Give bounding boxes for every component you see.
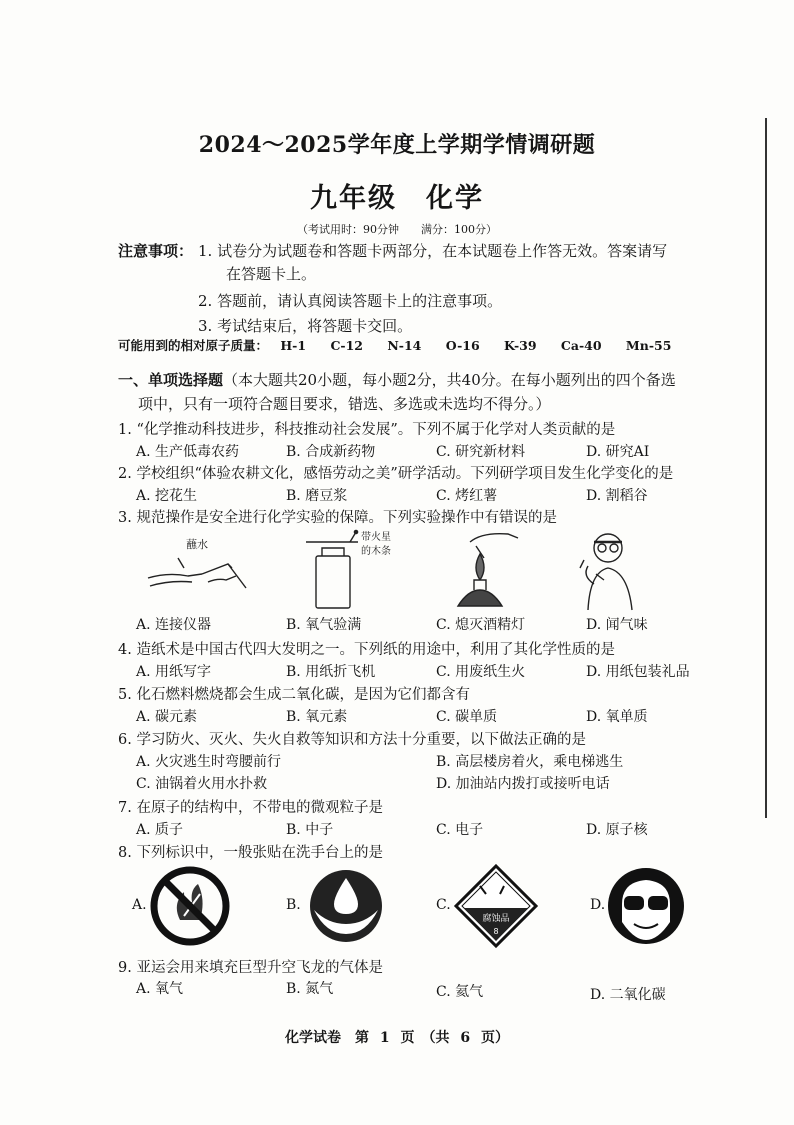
question-7: 7. 在原子的结构中，不带电的微观粒子是 xyxy=(118,800,383,816)
atomic-mass-item: N-14 xyxy=(387,338,422,353)
no-open-flame-icon xyxy=(154,870,226,942)
option-b: B. 磨豆浆 xyxy=(286,488,348,504)
section-1-header xyxy=(118,368,768,416)
apparatus-hands-icon xyxy=(148,537,246,588)
option-c: C. 油锅着火用水扑救 xyxy=(136,776,268,792)
note-2: 2. 答题前，请认真阅读答题卡上的注意事项。 xyxy=(198,292,503,310)
option-b: B. 氧气验满 xyxy=(286,617,362,633)
corrosive-number: 8 xyxy=(493,927,499,936)
smelling-person-icon xyxy=(580,534,632,610)
option-d: D. 割稻谷 xyxy=(586,488,648,504)
question-6: 6. 学习防火、灭火、失火自救等知识和方法十分重要，以下做法正确的是 xyxy=(118,732,586,748)
question-2: 2. 学校组织“体验农耕文化，感悟劳动之美”研学活动。下列研学项目发生化学变化的是 xyxy=(118,466,674,482)
question-2-options xyxy=(136,485,776,505)
option-c: C. 研究新材料 xyxy=(436,444,526,460)
option-a: A. 生产低毒农药 xyxy=(136,444,240,460)
option-b: B. 高层楼房着火，乘电梯逃生 xyxy=(436,754,624,770)
question-3-options xyxy=(136,614,776,634)
atomic-mass-line xyxy=(118,336,691,354)
water-saving-icon xyxy=(310,870,382,942)
option-d: D. 氧单质 xyxy=(586,709,648,725)
question-8-signs xyxy=(150,864,690,954)
exam-subject: 九年级 化学 xyxy=(310,183,484,214)
option-c: C. xyxy=(436,897,451,913)
atomic-mass-label: 可能用到的相对原子质量： xyxy=(118,338,269,353)
section-1-desc: （本大题共20小题，每小题2分，共40分。在每小题列出的四个备选 xyxy=(223,371,676,389)
option-a: A. 氧气 xyxy=(136,981,184,997)
option-b: B. 氮气 xyxy=(286,981,334,997)
question-5-options xyxy=(136,706,776,726)
option-a: A. 用纸写字 xyxy=(136,664,212,680)
option-d: D. 二氧化碳 xyxy=(590,987,666,1003)
note-1: 1. 试卷分为试题卷和答题卡两部分，在本试题卷上作答无效。答案请写 xyxy=(198,242,668,260)
option-a: A. 碳元素 xyxy=(136,709,198,725)
atomic-mass-item: O-16 xyxy=(445,338,480,353)
option-a: A. xyxy=(132,897,147,913)
option-d: D. 闻气味 xyxy=(586,617,648,633)
question-6-options-row-2 xyxy=(136,773,776,793)
option-d: D. 加油站内拨打或接听电话 xyxy=(436,776,610,792)
q3b-label-2: 的木条 xyxy=(361,546,391,557)
option-a: A. 挖花生 xyxy=(136,488,198,504)
option-b: B. 用纸折飞机 xyxy=(286,664,376,680)
question-1-options xyxy=(136,441,776,461)
alcohol-lamp-icon xyxy=(458,534,518,606)
question-4: 4. 造纸术是中国古代四大发明之一。下列纸的用途中，利用了其化学性质的是 xyxy=(118,642,615,658)
option-b: B. 中子 xyxy=(286,822,334,838)
question-3: 3. 规范操作是安全进行化学实验的保障。下列实验操作中有错误的是 xyxy=(118,510,557,526)
option-d: D. 研究AI xyxy=(586,444,650,460)
question-5: 5. 化石燃料燃烧都会生成二氧化碳，是因为它们都含有 xyxy=(118,687,470,703)
note-1-cont: 在答题卡上。 xyxy=(226,265,317,283)
option-b: B. xyxy=(286,897,301,913)
exam-title: 2024～2025学年度上学期学情调研题 xyxy=(198,132,596,158)
atomic-mass-item: H-1 xyxy=(280,338,307,353)
option-c: C. 烤红薯 xyxy=(436,488,498,504)
note-3: 3. 考试结束后，将答题卡交回。 xyxy=(198,317,413,335)
exam-meta: （考试用时：90分钟 满分：100分） xyxy=(297,223,497,236)
option-d: D. 原子核 xyxy=(586,822,648,838)
question-9: 9. 亚运会用来填充巨型升空飞龙的气体是 xyxy=(118,960,383,976)
question-6-options-row-1 xyxy=(136,751,776,771)
atomic-mass-item: K-39 xyxy=(504,338,537,353)
option-d: D. xyxy=(590,897,606,913)
option-a: A. 连接仪器 xyxy=(136,617,212,633)
section-1-desc-cont: 项中，只有一项符合题目要求，错选、多选或未选均不得分。） xyxy=(138,395,551,413)
corrosive-label: 腐蚀品 xyxy=(482,914,510,924)
atomic-mass-item: Mn-55 xyxy=(625,338,672,353)
option-a: A. 质子 xyxy=(136,822,184,838)
option-b: B. 合成新药物 xyxy=(286,444,376,460)
option-a: A. 火灾逃生时弯腰前行 xyxy=(136,754,282,770)
q3a-label: 蘸水 xyxy=(186,538,208,551)
gas-bottle-icon xyxy=(306,530,391,608)
question-8: 8. 下列标识中，一般张贴在洗手台上的是 xyxy=(118,845,383,861)
option-c: C. 用废纸生火 xyxy=(436,664,526,680)
question-1: 1. “化学推动科技进步，科技推动社会发展”。下列不属于化学对人类贡献的是 xyxy=(118,422,616,438)
section-1-heading: 一、单项选择题 xyxy=(118,371,224,389)
question-9-options xyxy=(136,978,776,1003)
option-c: C. 氦气 xyxy=(436,984,484,1000)
corrosive-hazard-icon xyxy=(456,866,536,946)
question-3-figures xyxy=(118,528,758,612)
page-footer: 化学试卷 第 1 页 （共 6 页） xyxy=(285,1030,509,1046)
option-c: C. 熄灭酒精灯 xyxy=(436,617,526,633)
atomic-mass-item: C-12 xyxy=(330,338,363,353)
q3b-label-1: 带火星 xyxy=(361,532,391,543)
option-d: D. 用纸包装礼品 xyxy=(586,664,690,680)
wear-goggles-icon xyxy=(608,868,684,944)
notes-label: 注意事项： xyxy=(118,242,194,260)
option-c: C. 碳单质 xyxy=(436,709,498,725)
question-7-options xyxy=(136,819,776,839)
question-4-options xyxy=(136,661,776,681)
option-b: B. 氧元素 xyxy=(286,709,348,725)
option-c: C. 电子 xyxy=(436,822,484,838)
atomic-mass-item: Ca-40 xyxy=(560,338,602,353)
